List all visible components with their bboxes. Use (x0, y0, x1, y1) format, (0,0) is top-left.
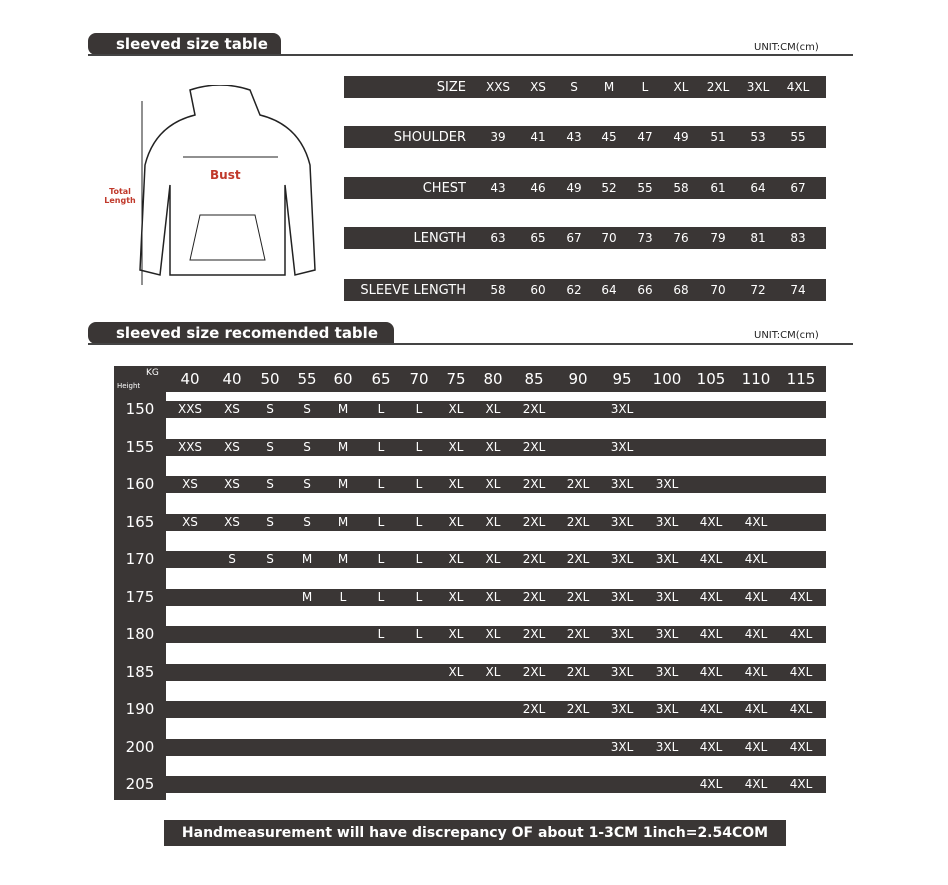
size-cell: 2XL (522, 552, 546, 566)
size-cell: 4XL (744, 702, 768, 716)
size-cell: L (377, 439, 385, 454)
cell: 49 (673, 130, 689, 144)
size-cell: L (415, 627, 423, 641)
cell: 60 (530, 283, 546, 297)
divider (88, 54, 853, 56)
size-cell: 4XL (699, 552, 723, 566)
height-value: 165 (125, 512, 155, 531)
cell: 55 (790, 130, 806, 144)
size-cell: L (415, 402, 423, 416)
size-cell: L (415, 552, 423, 566)
rec-row (166, 664, 826, 681)
size-cell: 4XL (744, 664, 768, 679)
size-cell: XL (485, 439, 501, 454)
size-cell: XL (485, 627, 501, 641)
size-cell: M (337, 439, 349, 454)
size-cell: XL (485, 477, 501, 491)
size-cell: 2XL (566, 514, 590, 529)
size-cell: 3XL (610, 589, 634, 604)
total-length-label: Total Length (104, 187, 136, 205)
row-label: CHEST (422, 181, 466, 196)
size-row (344, 126, 826, 148)
size-cell: S (266, 402, 274, 416)
weight-header: 50 (260, 370, 280, 388)
cell: 45 (601, 130, 617, 144)
cell: 81 (750, 231, 766, 245)
cell: XS (530, 80, 546, 94)
weight-header: 80 (483, 370, 503, 388)
size-cell: M (301, 552, 313, 566)
size-cell: S (303, 477, 311, 491)
cell: 58 (673, 181, 689, 195)
size-cell: 2XL (566, 477, 590, 491)
weight-header: 40 (222, 370, 242, 388)
row-label: SLEEVE LENGTH (360, 283, 466, 298)
size-cell: M (337, 402, 349, 416)
size-cell: L (377, 627, 385, 641)
size-cell: XL (448, 514, 464, 529)
size-cell: 3XL (655, 739, 679, 754)
cell: 79 (710, 231, 726, 245)
weight-header: 60 (333, 370, 353, 388)
cell: 3XL (746, 80, 770, 94)
size-cell: S (303, 402, 311, 416)
size-cell: M (301, 589, 313, 604)
footer-note: Handmeasurement will have discrepancy OF about 1-3CM 1inch=2.54COM (164, 820, 786, 846)
size-cell: S (303, 439, 311, 454)
size-cell: 4XL (699, 664, 723, 679)
cell: 4XL (786, 80, 810, 94)
size-cell: 3XL (610, 552, 634, 566)
size-cell: 4XL (744, 514, 768, 529)
height-value: 205 (125, 775, 155, 793)
cell: 47 (637, 130, 653, 144)
cell: 67 (790, 181, 806, 195)
size-cell: 3XL (655, 477, 679, 491)
kg-label: KG (146, 368, 159, 378)
size-cell: 3XL (655, 664, 679, 679)
divider (88, 343, 853, 345)
size-cell: XL (448, 552, 464, 566)
rec-row (166, 514, 826, 531)
rec-table-title: sleeved size recomended table (88, 322, 394, 344)
size-cell: L (377, 589, 385, 604)
bust-label: Bust (210, 168, 241, 182)
height-value: 180 (125, 625, 155, 643)
unit-label: UNIT:CM(cm) (754, 42, 819, 53)
size-cell: XL (448, 664, 464, 679)
rec-row (166, 776, 826, 793)
cell: 43 (566, 130, 582, 144)
size-cell: 4XL (789, 777, 813, 791)
size-cell: XL (448, 402, 464, 416)
size-cell: XL (485, 552, 501, 566)
cell: 49 (566, 181, 582, 195)
rec-row (166, 401, 826, 418)
size-cell: L (377, 552, 385, 566)
size-cell: XXS (177, 402, 203, 416)
row-label: SIZE (436, 80, 466, 95)
rec-row (166, 551, 826, 568)
row-label: SHOULDER (393, 130, 466, 145)
size-row (344, 76, 826, 98)
weight-header: 90 (568, 370, 588, 388)
cell: XXS (485, 80, 511, 94)
size-cell: XS (182, 514, 198, 529)
size-cell: S (266, 477, 274, 491)
weight-header: 55 (297, 370, 317, 388)
size-cell: 4XL (744, 589, 768, 604)
size-cell: 4XL (789, 589, 813, 604)
cell: 52 (601, 181, 617, 195)
cell: 41 (530, 130, 546, 144)
cell: 55 (637, 181, 653, 195)
weight-header: 85 (524, 370, 544, 388)
cell: L (641, 80, 649, 94)
size-cell: L (415, 514, 423, 529)
cell: 66 (637, 283, 653, 297)
size-cell: S (266, 552, 274, 566)
size-cell: 4XL (789, 664, 813, 679)
size-cell: 4XL (789, 627, 813, 641)
size-cell: 2XL (566, 627, 590, 641)
size-cell: XS (224, 402, 240, 416)
size-cell: 4XL (789, 702, 813, 716)
size-cell: 4XL (699, 589, 723, 604)
size-cell: XS (224, 477, 240, 491)
weight-header: 110 (741, 370, 771, 388)
cell: 76 (673, 231, 689, 245)
rec-row (166, 476, 826, 493)
size-cell: 4XL (744, 739, 768, 754)
cell: S (570, 80, 578, 94)
weight-header: 75 (446, 370, 466, 388)
size-cell: XL (448, 589, 464, 604)
size-cell: XS (224, 514, 240, 529)
size-cell: 2XL (522, 627, 546, 641)
cell: 63 (490, 231, 506, 245)
size-cell: L (339, 589, 347, 604)
size-cell: 4XL (789, 739, 813, 754)
weight-header: 65 (371, 370, 391, 388)
size-cell: XS (182, 477, 198, 491)
height-value: 150 (125, 400, 155, 418)
size-cell: 2XL (522, 402, 546, 416)
cell: 73 (637, 231, 653, 245)
cell: 65 (530, 231, 546, 245)
size-cell: XXS (177, 439, 203, 454)
size-cell: 4XL (744, 552, 768, 566)
size-cell: L (377, 402, 385, 416)
height-value: 170 (125, 550, 155, 568)
size-cell: S (228, 552, 236, 566)
size-cell: XL (485, 589, 501, 604)
cell: M (603, 80, 615, 94)
size-cell: 3XL (610, 739, 634, 754)
size-row (344, 177, 826, 199)
size-cell: 2XL (522, 702, 546, 716)
size-cell: M (337, 514, 349, 529)
size-cell: 2XL (522, 477, 546, 491)
size-cell: 3XL (610, 439, 634, 454)
size-cell: 2XL (522, 664, 546, 679)
size-cell: L (377, 514, 385, 529)
cell: 83 (790, 231, 806, 245)
size-cell: XL (448, 477, 464, 491)
size-cell: 4XL (699, 514, 723, 529)
size-cell: XL (485, 402, 501, 416)
size-cell: L (377, 477, 385, 491)
size-cell: 2XL (566, 589, 590, 604)
height-label: Height (117, 382, 141, 390)
cell: 39 (490, 130, 506, 144)
size-row (344, 279, 826, 301)
size-cell: 3XL (610, 402, 634, 416)
size-cell: 3XL (655, 514, 679, 529)
height-value: 175 (125, 587, 155, 606)
cell: 2XL (706, 80, 730, 94)
size-cell: XL (448, 627, 464, 641)
height-value: 200 (125, 737, 155, 756)
rec-row (166, 701, 826, 718)
cell: 67 (566, 231, 582, 245)
size-cell: 3XL (655, 589, 679, 604)
cell: 62 (566, 283, 582, 297)
weight-header: 100 (652, 370, 682, 388)
weight-header: 95 (612, 370, 632, 388)
size-cell: 2XL (566, 552, 590, 566)
size-cell: 2XL (522, 439, 546, 454)
size-table-title: sleeved size table (88, 33, 281, 55)
rec-row (166, 589, 826, 606)
weight-header-row (166, 366, 826, 392)
size-cell: M (337, 477, 349, 491)
cell: 58 (490, 283, 506, 297)
weight-header: 40 (180, 370, 200, 388)
size-cell: 3XL (610, 627, 634, 641)
size-cell: L (415, 589, 423, 604)
size-cell: L (415, 477, 423, 491)
size-cell: 3XL (610, 477, 634, 491)
cell: 64 (750, 181, 766, 195)
size-cell: 2XL (566, 664, 590, 679)
size-cell: 2XL (522, 589, 546, 604)
cell: 46 (530, 181, 546, 195)
height-column (114, 366, 166, 800)
cell: 68 (673, 283, 689, 297)
cell: 64 (601, 283, 617, 297)
size-cell: 4XL (699, 739, 723, 754)
size-row (344, 227, 826, 249)
weight-header: 70 (409, 370, 429, 388)
size-cell: S (266, 514, 274, 529)
cell: XL (673, 80, 689, 94)
weight-header: 105 (696, 370, 726, 388)
size-cell: XS (224, 439, 240, 454)
size-cell: 3XL (610, 702, 634, 716)
rec-row (166, 739, 826, 756)
height-value: 185 (125, 662, 155, 681)
cell: 70 (710, 283, 726, 297)
size-cell: S (303, 514, 311, 529)
cell: 43 (490, 181, 506, 195)
size-cell: 3XL (610, 664, 634, 679)
height-value: 160 (125, 475, 155, 493)
cell: 61 (710, 181, 726, 195)
size-cell: 2XL (522, 514, 546, 529)
size-cell: 4XL (744, 777, 768, 791)
cell: 51 (710, 130, 726, 144)
size-cell: 2XL (566, 702, 590, 716)
size-cell: 4XL (699, 702, 723, 716)
cell: 72 (750, 283, 766, 297)
size-cell: 4XL (744, 627, 768, 641)
height-value: 190 (125, 700, 155, 718)
rec-row (166, 439, 826, 456)
size-cell: 3XL (655, 627, 679, 641)
cell: 74 (790, 283, 806, 297)
height-value: 155 (125, 437, 155, 456)
cell: 70 (601, 231, 617, 245)
size-cell: L (415, 439, 423, 454)
weight-header: 115 (786, 370, 816, 388)
cell: 53 (750, 130, 766, 144)
size-cell: M (337, 552, 349, 566)
rec-row (166, 626, 826, 643)
size-cell: S (266, 439, 274, 454)
size-cell: 3XL (655, 552, 679, 566)
size-cell: 4XL (699, 777, 723, 791)
size-cell: XL (485, 664, 501, 679)
row-label: LENGTH (413, 231, 466, 246)
size-cell: XL (485, 514, 501, 529)
unit-label: UNIT:CM(cm) (754, 330, 819, 341)
size-cell: 3XL (655, 702, 679, 716)
size-cell: XL (448, 439, 464, 454)
size-cell: 4XL (699, 627, 723, 641)
size-cell: 3XL (610, 514, 634, 529)
